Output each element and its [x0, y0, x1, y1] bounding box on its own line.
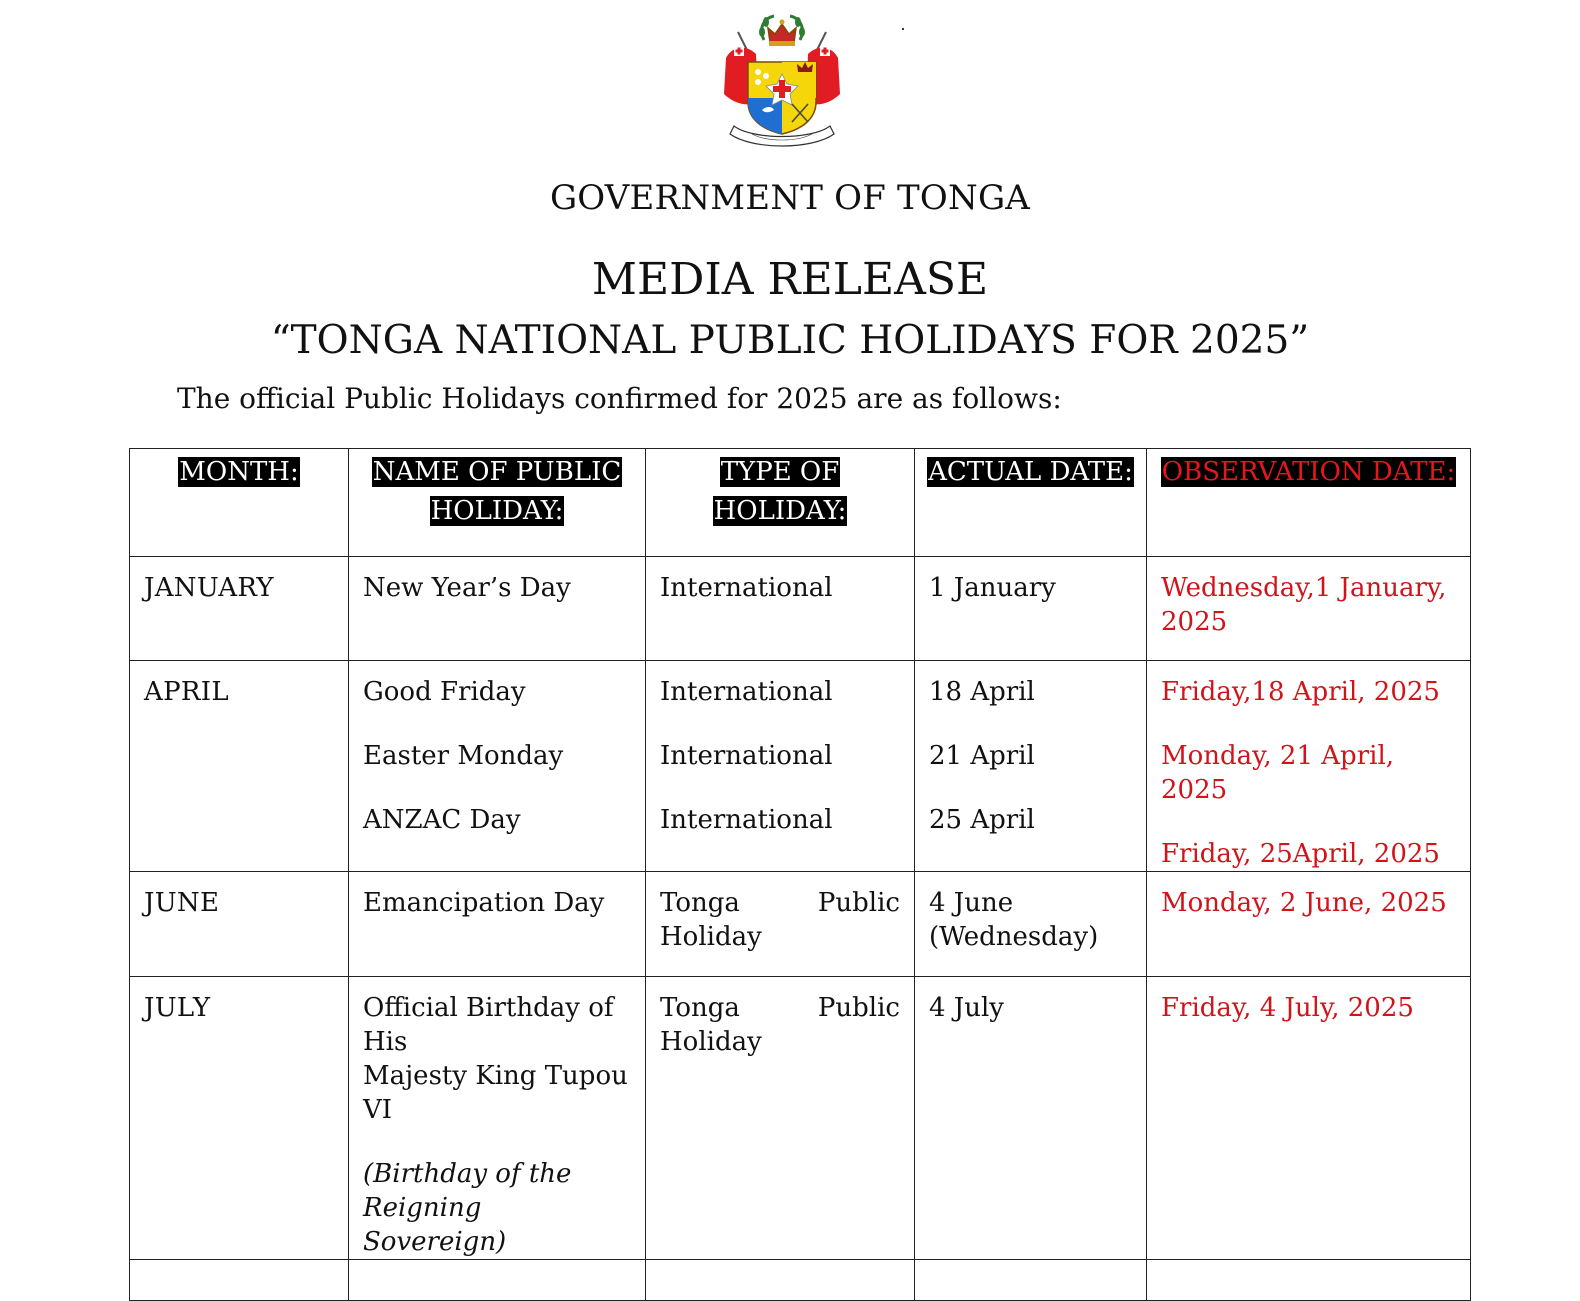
holiday-name-cell: New Year’s Day: [349, 557, 646, 661]
header-actual-date: ACTUAL DATE:: [915, 449, 1147, 557]
header-observation-date: OBSERVATION DATE:: [1147, 449, 1471, 557]
month-cell: JANUARY: [130, 557, 349, 661]
table-row: [130, 661, 1471, 872]
table-row: [130, 977, 1471, 1260]
table-row: [130, 872, 1471, 977]
observation-date-cell: Wednesday,1 January, 2025: [1147, 557, 1471, 661]
actual-date-cell: 4 July: [915, 977, 1147, 1260]
government-heading: GOVERNMENT OF TONGA: [549, 178, 1031, 218]
public-holidays-table: [129, 448, 1471, 1301]
holiday-type-cell: International: [646, 557, 915, 661]
table-row: [130, 557, 1471, 661]
media-release-heading: MEDIA RELEASE: [591, 254, 989, 305]
actual-date-cell: 18 April 21 April 25 April: [915, 661, 1147, 872]
holiday-name-cell: Good Friday Easter Monday ANZAC Day: [349, 661, 646, 872]
holiday-note: (Birthday of the Reigning Sovereign): [363, 1159, 572, 1257]
actual-date-cell: 1 January: [915, 557, 1147, 661]
observation-date-cell: Monday, 2 June, 2025: [1147, 872, 1471, 977]
header-holiday-type: TYPE OF HOLIDAY:: [646, 449, 915, 557]
holiday-name-cell: Emancipation Day: [349, 872, 646, 977]
month-cell: APRIL: [130, 661, 349, 872]
holiday-type-cell: Tonga Public Holiday: [646, 977, 915, 1260]
table-header-row: [130, 449, 1471, 557]
scan-speck: [902, 28, 904, 30]
tonga-coat-of-arms-logo: [712, 10, 852, 150]
month-cell: JULY: [130, 977, 349, 1260]
holiday-type-cell: Tonga Public Holiday: [646, 872, 915, 977]
observation-date-cell: Friday, 4 July, 2025: [1147, 977, 1471, 1260]
holiday-type-cell: International International International: [646, 661, 915, 872]
table-row-cutoff: [130, 1260, 1471, 1301]
release-title: “TONGA NATIONAL PUBLIC HOLIDAYS FOR 2025”: [270, 318, 1310, 363]
header-month: MONTH:: [130, 449, 349, 557]
observation-date-cell: Friday,18 April, 2025 Monday, 21 April, 2025 Friday, 25April, 2025: [1147, 661, 1471, 872]
month-cell: JUNE: [130, 872, 349, 977]
header-holiday-name: NAME OF PUBLIC HOLIDAY:: [349, 449, 646, 557]
holiday-name-cell: Official Birthday of His Majesty King Tupou VI (Birthday of the Reigning Sovereign): [349, 977, 646, 1260]
actual-date-cell: 4 June (Wednesday): [915, 872, 1147, 977]
intro-paragraph: The official Public Holidays confirmed for 2025 are as follows:: [177, 382, 1062, 415]
